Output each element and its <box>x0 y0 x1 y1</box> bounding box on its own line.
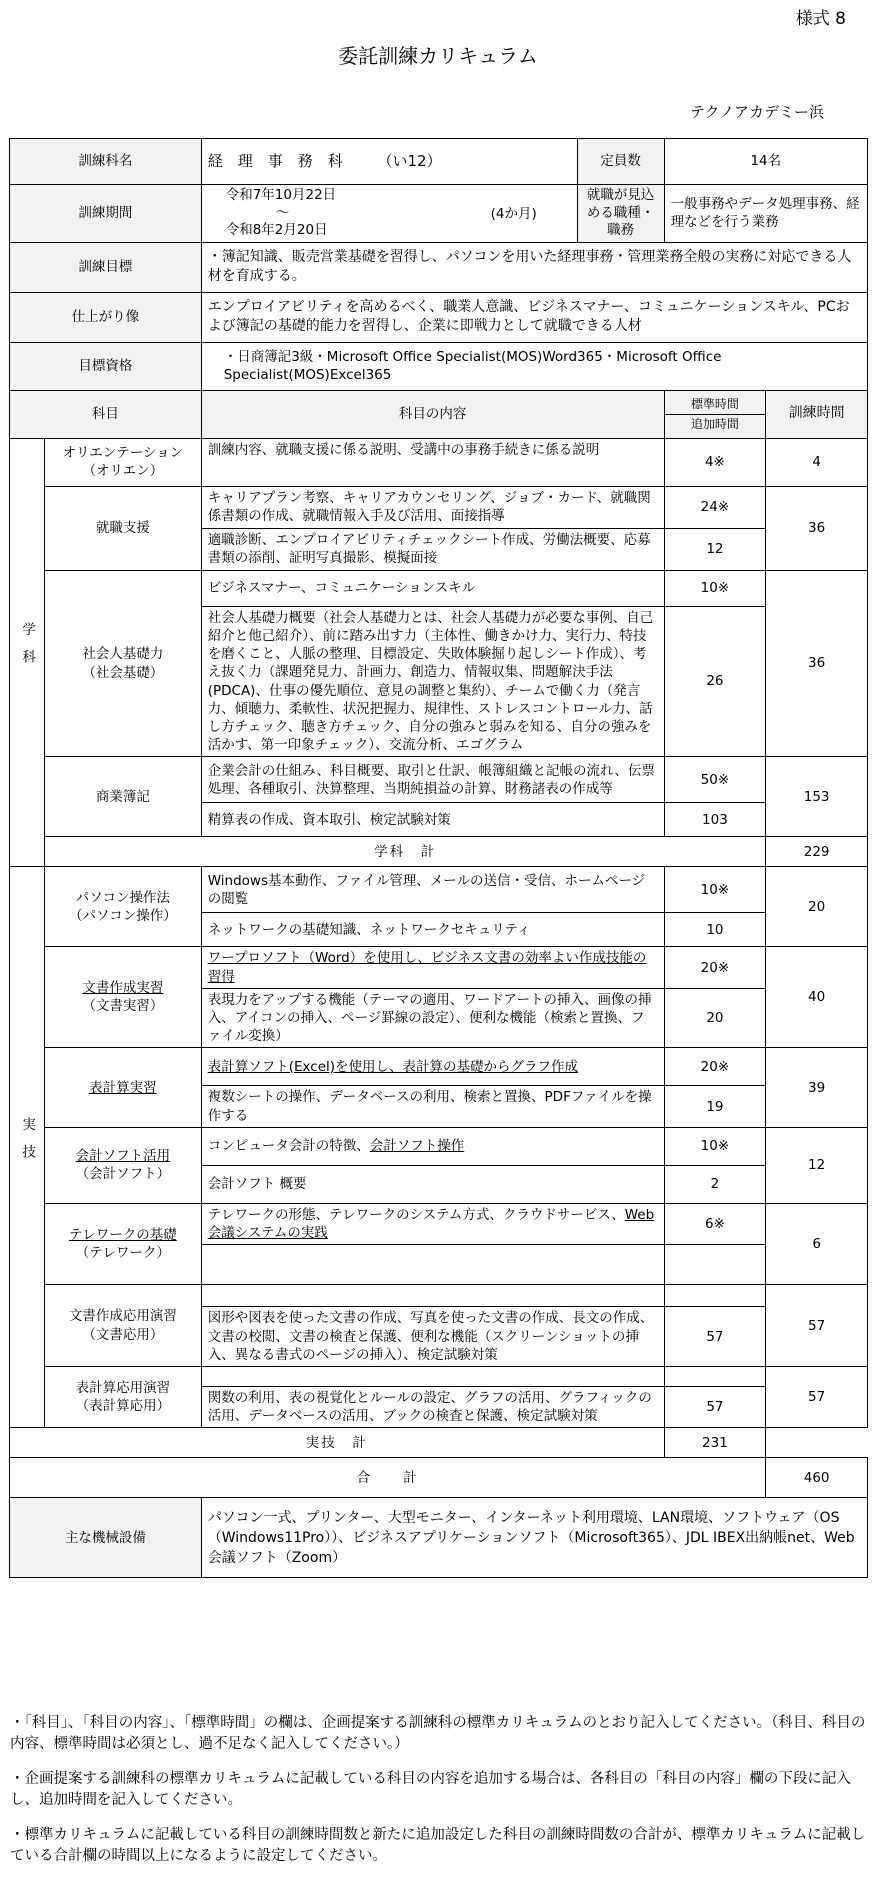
subject-bookkeeping: 商業簿記 <box>44 757 201 837</box>
course-name-label: 訓練科名 <box>10 139 202 185</box>
std-hours: 20※ <box>664 947 766 988</box>
add-hours: 19 <box>664 1086 766 1127</box>
subject-total: 12 <box>766 1127 868 1203</box>
subject-orientation: オリエンテーション （オリエン） <box>44 438 201 486</box>
organization-name: テクノアカデミー浜 <box>690 103 824 121</box>
subject-document-practice: 文書作成実習 （文書実習） <box>44 947 201 1048</box>
subject-content: 精算表の作成、資本取引、検定試験対策 <box>201 803 664 837</box>
finish-label: 仕上がり像 <box>10 292 202 342</box>
subject-content: テレワークの形態、テレワークのシステム方式、クラウドサービス、Web会議システムの実践 <box>201 1203 664 1244</box>
course-code: （い12） <box>377 152 442 171</box>
period-length: (4か月) <box>490 206 537 222</box>
add-hours: 57 <box>664 1307 766 1367</box>
jobs-value: 一般事務やデータ処理事務、経理などを行う業務 <box>664 185 867 243</box>
page-title: 委託訓練カリキュラム <box>338 44 538 68</box>
subject-header: 科目 <box>10 390 202 438</box>
subject-content: ワープロソフト（Word）を使用し、ビジネス文書の効率よい作成技能の習得 <box>201 947 664 988</box>
subject-spreadsheet-advanced: 表計算応用演習 （表計算応用） <box>44 1367 201 1428</box>
content-header: 科目の内容 <box>201 390 664 438</box>
period-start: 令和7年10月22日 <box>225 187 337 203</box>
notes <box>10 1713 870 1881</box>
goal-label: 訓練目標 <box>10 242 202 292</box>
subject-content: 訓練内容、就職支援に係る説明、受講中の事務手続きに係る説明 <box>201 438 664 486</box>
subject-content: 社会人基礎力概要（社会人基礎力とは、社会人基礎力が必要な事例、自己紹介と他己紹介）、前に踏み出す力（主体性、働きかけ力、実行力、特技を磨くこと、人脈の整理、目標設定、失敗体験掘り起しシート作成）、考え抜く力（課題発見力、計画力、創造力、情報収集、問題解決手法(PDCA)、仕事の優先順位、意見の調整と集約）、チームで働く力（発言力、傾聴力、柔軟性、状況把握力、規律性、ストレスコントロール力、話し方チェック、聴き方チェック、自分の強みと弱みを知る、自分の強みを活かす、第一印象チェック）、交流分析、エゴグラム <box>201 606 664 757</box>
subject-pc-operation: パソコン操作法 （パソコン操作） <box>44 867 201 947</box>
curriculum-table <box>9 138 868 1578</box>
subject-accounting-software: 会計ソフト活用 （会計ソフト） <box>44 1127 201 1203</box>
add-hours: 10 <box>664 913 766 947</box>
period-label: 訓練期間 <box>10 185 202 243</box>
jitsugi-sum-label: 実技 計 <box>10 1428 665 1458</box>
gakka-sum-label: 学科 計 <box>44 837 765 867</box>
std-hours-empty <box>664 1367 766 1387</box>
subject-content: Windows基本動作、ファイル管理、メールの送信・受信、ホームページの閲覧 <box>201 867 664 913</box>
subject-total: 36 <box>766 570 868 757</box>
subject-content: ネットワークの基礎知識、ネットワークセキュリティ <box>201 913 664 947</box>
period-separator: ～ <box>275 204 290 221</box>
train-time-header: 訓練時間 <box>766 390 868 438</box>
finish-value: エンプロイアビリティを高めるべく、職業人意識、ビジネスマナー、コミュニケーションスキル、PCおよび簿記の基礎的能力を習得し、企業に即戦力として就職できる人材 <box>201 292 867 342</box>
form-number: 様式 8 <box>795 9 846 29</box>
subject-content: 図形や図表を使った文書の作成、写真を使った文書の作成、長文の作成、文書の校閲、文書の検査と保護、便利な機能（スクリーンショットの挿入、異なる書式のページの挿入）、検定試験対策 <box>201 1307 664 1367</box>
grand-total-label: 合 計 <box>10 1458 766 1498</box>
subject-content: 企業会計の仕組み、科目概要、取引と仕訳、帳簿組織と記帳の流れ、伝票処理、各種取引、決算整理、当期純損益の計算、財務諸表の作成等 <box>201 757 664 803</box>
std-hours: 10※ <box>664 570 766 606</box>
subject-social-skills: 社会人基礎力 （社会基礎） <box>44 570 201 757</box>
cert-label: 目標資格 <box>10 342 202 390</box>
std-time-header: 標準時間 <box>665 395 766 414</box>
std-hours: 4※ <box>664 438 766 486</box>
subject-total: 20 <box>766 867 868 947</box>
note-item: ・「科目」、「科目の内容」、「標準時間」の欄は、企画提案する訓練科の標準カリキュラムのとおり記入してください。（科目、科目の内容、標準時間は必須とし、過不足なく記入してください。） <box>10 1715 866 1753</box>
goal-value: ・簿記知識、販売営業基礎を習得し、パソコンを用いた経理事務・管理業務全般の実務に対応できる人材を育成する。 <box>201 242 867 292</box>
gakka-sum: 229 <box>766 837 868 867</box>
subject-total: 6 <box>766 1203 868 1284</box>
subject-content: 会計ソフト 概要 <box>201 1165 664 1203</box>
add-hours: 2 <box>664 1165 766 1203</box>
subject-job-support: 就職支援 <box>44 486 201 570</box>
add-hours: 12 <box>664 528 766 570</box>
subject-content: キャリアプラン考察、キャリアカウンセリング、ジョブ・カード、就職関係書類の作成、就職情報入手及び活用、面接指導 <box>201 486 664 528</box>
grand-total: 460 <box>766 1458 868 1498</box>
subject-content-std-empty <box>201 1367 664 1387</box>
subject-total: 40 <box>766 947 868 1048</box>
gakka-label: 学科 <box>10 438 45 867</box>
jobs-label: 就職が見込める職種・職務 <box>577 185 664 243</box>
equipment-label: 主な機械設備 <box>10 1498 202 1578</box>
cert-value: ・日商簿記3級・Microsoft Office Specialist(MOS)Word365・Microsoft Office Specialist(MOS)Excel365 <box>201 342 867 390</box>
note-item: ・標準カリキュラムに記載している科目の訓練時間数と新たに追加設定した科目の訓練時間数の合計が、標準カリキュラムに記載している合計欄の時間以上になるように設定してください。 <box>10 1827 866 1865</box>
std-hours: 10※ <box>664 1127 766 1165</box>
std-hours: 50※ <box>664 757 766 803</box>
jitsugi-label: 実技 <box>10 867 45 1428</box>
subject-content: 適職診断、エンプロイアビリティチェックシート作成、労働法概要、応募書類の添削、証明写真撮影、模擬面接 <box>201 528 664 570</box>
subject-total: 57 <box>766 1285 868 1367</box>
subject-total: 4 <box>766 438 868 486</box>
subject-content: 表現力をアップする機能（テーマの適用、ワードアートの挿入、画像の挿入、アイコンの挿入、ページ罫線の設定）、便利な機能（検索と置換、ファイル変換） <box>201 988 664 1048</box>
subject-content-empty <box>201 1245 664 1285</box>
add-hours: 103 <box>664 803 766 837</box>
capacity-value: 14名 <box>664 139 867 185</box>
subject-content: コンピュータ会計の特徴、会計ソフト操作 <box>201 1127 664 1165</box>
std-hours: 6※ <box>664 1203 766 1244</box>
std-hours: 20※ <box>664 1048 766 1086</box>
period-end: 令和8年2月20日 <box>225 222 328 239</box>
subject-document-advanced: 文書作成応用演習 （文書応用） <box>44 1285 201 1367</box>
capacity-label: 定員数 <box>577 139 664 185</box>
subject-content: 関数の利用、表の視覚化とルールの設定、グラフの活用、グラフィックの活用、データベースの活用、ブックの検査と保護、検定試験対策 <box>201 1387 664 1428</box>
add-hours: 57 <box>664 1387 766 1428</box>
subject-content-std-empty <box>201 1285 664 1307</box>
subject-content: 複数シートの操作、データベースの利用、検索と置換、PDFファイルを操作する <box>201 1086 664 1127</box>
course-name: 経 理 事 務 科 <box>207 152 343 171</box>
subject-content: 表計算ソフト(Excel)を使用し、表計算の基礎からグラフ作成 <box>201 1048 664 1086</box>
subject-telework: テレワークの基礎 （テレワーク） <box>44 1203 201 1284</box>
jitsugi-sum: 231 <box>664 1428 766 1458</box>
subject-content: ビジネスマナー、コミュニケーションスキル <box>201 570 664 606</box>
equipment-value: パソコン一式、プリンター、大型モニター、インターネット利用環境、LAN環境、ソフトウェア（OS（Windows11Pro））、ビジネスアプリケーションソフト（Microsoft365）、JDL IBEX出納帳net、Web会議ソフト（Zoom） <box>201 1498 867 1578</box>
add-hours-empty <box>664 1245 766 1285</box>
subject-total: 36 <box>766 486 868 570</box>
subject-total: 153 <box>766 757 868 837</box>
std-hours-empty <box>664 1285 766 1307</box>
subject-total: 39 <box>766 1048 868 1127</box>
add-hours: 20 <box>664 988 766 1048</box>
subject-spreadsheet-practice: 表計算実習 <box>44 1048 201 1127</box>
std-hours: 10※ <box>664 867 766 913</box>
add-time-header: 追加時間 <box>690 416 739 431</box>
add-hours: 26 <box>664 606 766 757</box>
subject-total: 57 <box>766 1367 868 1428</box>
std-hours: 24※ <box>664 486 766 528</box>
note-item: ・企画提案する訓練科の標準カリキュラムに記載している科目の内容を追加する場合は、各科目の「科目の内容」欄の下段に記入し、追加時間を記入してください。 <box>10 1771 851 1809</box>
